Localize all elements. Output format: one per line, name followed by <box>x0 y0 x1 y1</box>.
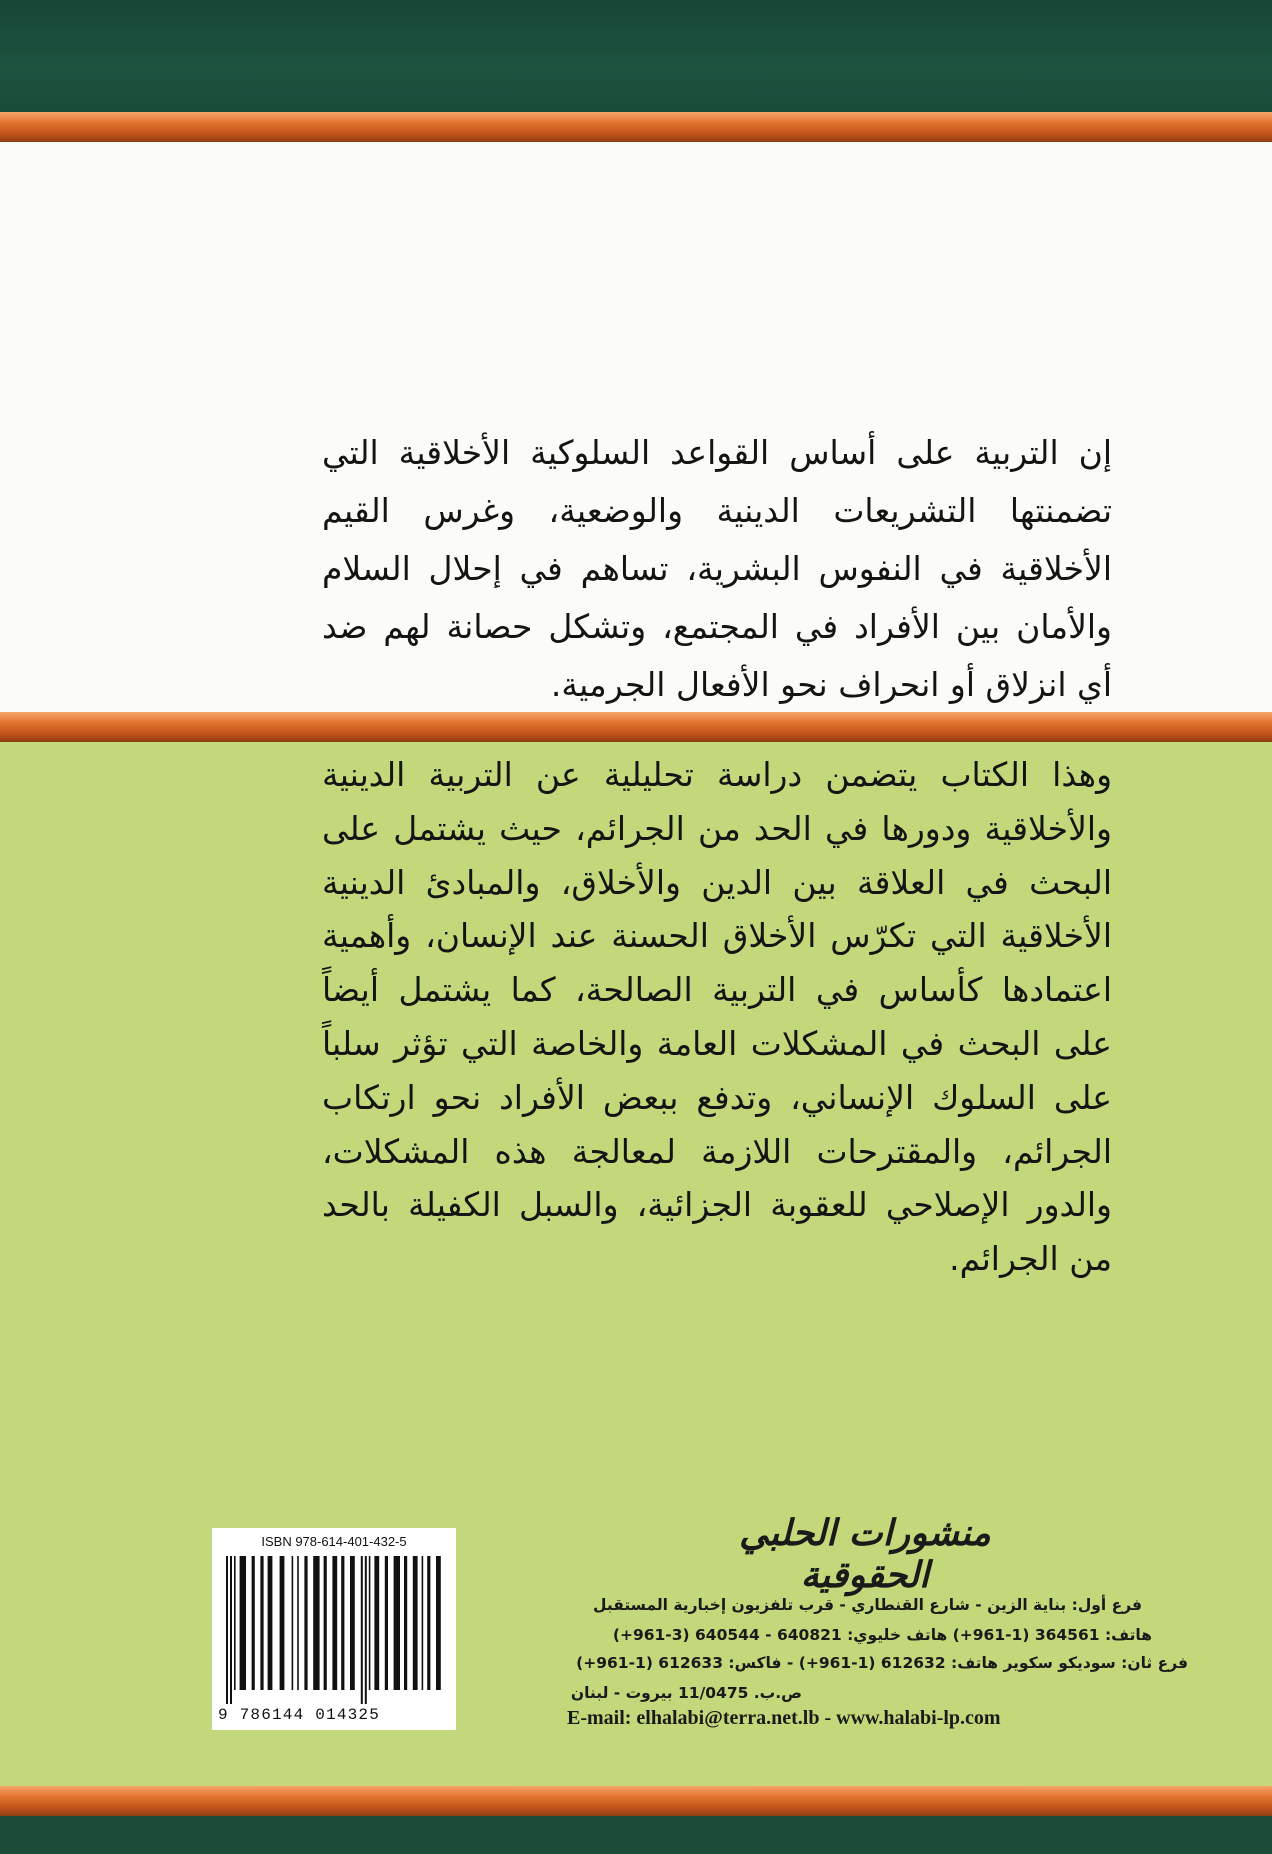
publisher-phone-1: هاتف: 364561 (1-961+) هاتف خليوي: 640821 - 640544 (3-961+) <box>612 1626 1152 1644</box>
publisher-logo: منشورات الحلبي الحقوقية <box>739 1512 991 1596</box>
isbn-barcode <box>212 1528 456 1730</box>
bottom-green-band <box>0 1816 1272 1854</box>
publisher-branch-2: فرع ثان: سوديكو سكوير هاتف: 612632 (1-961+) - فاكس: 612633 (1-961+) <box>576 1654 1188 1672</box>
orange-stripe-middle <box>0 712 1272 742</box>
publisher-po-box: ص.ب. 11/0475 بيروت - لبنان <box>570 1684 802 1702</box>
barcode-bars <box>222 1556 446 1704</box>
barcode-digits: 9 786144 014325 <box>218 1706 381 1724</box>
top-green-band <box>0 0 1272 112</box>
publisher-branch-1: فرع أول: بناية الزين - شارع القنطاري - قرب تلفزيون إخبارية المستقبل <box>593 1596 1142 1614</box>
description-paragraph: وهذا الكتاب يتضمن دراسة تحليلية عن التربية الدينية والأخلاقية ودورها في الحد من الجرائم، حيث يشتمل على البحث في العلاقة بين الدين والأخلاق، والمبادئ الدينية الأخلاقية التي تكرّس الأخلاق الحسنة عند الإنسان، وأهمية اعتمادها كأساس في التربية الصالحة، كما يشتمل أيضاً على البحث في المشكلات العامة والخاصة التي تؤثر سلباً على السلوك الإنساني، وتدفع ببعض الأفراد نحو ارتكاب الجرائم، والمقترحات اللازمة لمعالجة هذه المشكلات، والدور الإصلاحي للعقوبة الجزائية، والسبل الكفيلة بالحد من الجرائم. <box>322 755 1112 1279</box>
isbn-label: ISBN 978-614-401-432-5 <box>261 1534 407 1549</box>
intro-paragraph: إن التربية على أساس القواعد السلوكية الأخلاقية التي تضمنتها التشريعات الدينية والوضعية، وغرس القيم الأخلاقية في النفوس البشرية، تساهم في إحلال السلام والأمان بين الأفراد في المجتمع، وتشكل حصانة لهم ضد أي انزلاق أو انحراف نحو الأفعال الجرمية. <box>322 433 1112 704</box>
orange-stripe-top <box>0 112 1272 142</box>
orange-stripe-bottom <box>0 1786 1272 1816</box>
publisher-email-web: E-mail: elhalabi@terra.net.lb - www.halabi-lp.com <box>567 1707 1001 1729</box>
